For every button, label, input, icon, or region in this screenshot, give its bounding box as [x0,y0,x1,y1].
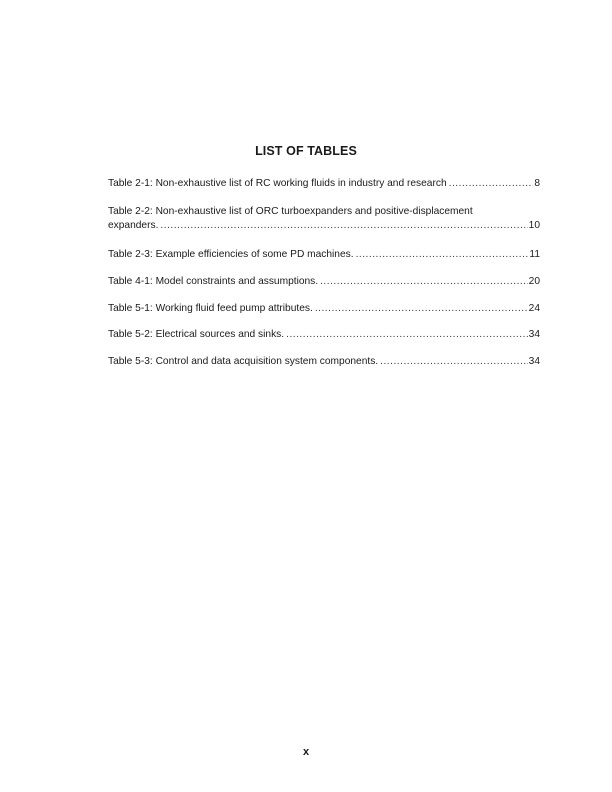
dot-leader [315,302,528,316]
toc-entry-table-4-1[interactable] [108,275,540,289]
dot-leader [286,328,528,342]
toc-page-number: 8 [534,178,540,189]
toc-entry-title-continued: expanders. [108,220,159,231]
dot-leader [356,248,529,262]
toc-entry-table-2-1[interactable] [108,177,540,191]
toc-entry-title: Table 4-1: Model constraints and assumptions. [108,276,319,287]
toc-entry-title: Table 2-3: Example efficiencies of some PD machines. [108,249,354,260]
toc-entry-table-5-2[interactable] [108,328,540,342]
toc-page-number: 34 [528,329,540,340]
dot-leader [380,355,528,369]
toc-page-number: 20 [528,276,540,287]
toc-page-number: 11 [529,249,540,260]
toc-page-number: 10 [528,220,540,231]
dot-leader [160,219,527,233]
toc-page-number: 34 [528,356,540,367]
dot-leader [449,177,534,191]
toc-entry-table-2-2[interactable] [108,205,540,233]
toc-entry-title: Table 5-1: Working fluid feed pump attributes. [108,303,313,314]
page-title: LIST OF TABLES [255,144,357,158]
toc-entry-table-5-1[interactable] [108,302,540,316]
toc-entry-title: Table 2-1: Non-exhaustive list of RC working fluids in industry and research [108,178,447,189]
toc-entry-title: Table 5-3: Control and data acquisition system components. [108,356,379,367]
toc-entry-table-2-3[interactable] [108,248,540,262]
page-number-footer: x [302,746,310,758]
toc-entry-title: Table 2-2: Non-exhaustive list of ORC turboexpanders and positive-displacement [108,206,473,217]
toc-entry-table-5-3[interactable] [108,355,540,369]
toc-page-number: 24 [528,303,540,314]
dot-leader [320,275,528,289]
toc-entry-title: Table 5-2: Electrical sources and sinks. [108,329,285,340]
